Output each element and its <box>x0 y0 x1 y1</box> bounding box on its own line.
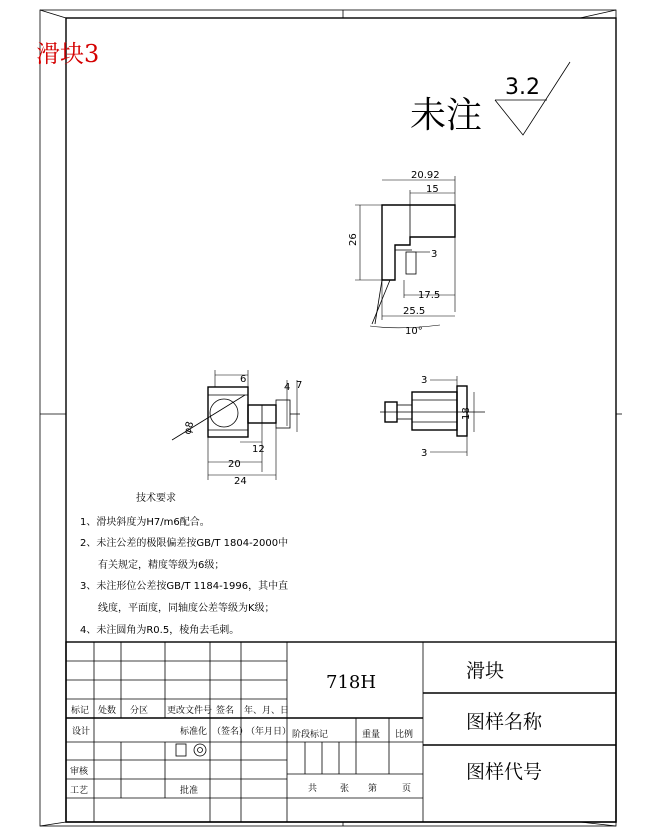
tb-approve: 批准 <box>180 786 199 796</box>
front-view <box>172 370 302 487</box>
tb-stage: 阶段标记 <box>292 730 329 740</box>
tech-line: 4、未注圆角为R0.5，棱角去毛刺。 <box>80 625 240 636</box>
dim-label: 7 <box>296 380 303 391</box>
corner-label: 滑块3 <box>36 40 100 68</box>
tb-drawing-name: 图样名称 <box>466 711 543 733</box>
tb-header: 分区 <box>130 706 149 716</box>
border-ticks <box>40 10 622 826</box>
dim-label: 12 <box>252 444 265 455</box>
tb-stage: 重量 <box>362 730 381 740</box>
dim-label: 15 <box>426 184 439 195</box>
dim-label: 10° <box>405 326 423 337</box>
tb-material: 718H <box>326 672 377 693</box>
dim-label: 18 <box>461 407 472 420</box>
tb-process: 工艺 <box>70 786 89 796</box>
tb-sheets: 共 <box>308 784 318 794</box>
tb-sign: （签名） <box>212 727 249 737</box>
tech-line: 3、未注形位公差按GB/T 1184-1996，其中直 <box>80 581 289 592</box>
tb-header: 更改文件号 <box>167 706 213 716</box>
tb-standardize: 标准化 <box>180 727 208 737</box>
dim-label: 20.92 <box>411 170 440 181</box>
tb-header: 年、月、日 <box>244 706 290 716</box>
projection-symbol <box>176 744 206 756</box>
tech-line: 线度，平面度，同轴度公差等级为K级； <box>98 603 275 614</box>
roughness-symbol <box>410 62 570 136</box>
tech-line: 2、未注公差的极限偏差按GB/T 1804-2000中 <box>80 538 289 549</box>
tech-title: 技术要求 <box>136 493 176 504</box>
tech-requirements <box>80 491 288 636</box>
tb-sheets: 第 <box>368 784 378 794</box>
tb-drawing-code: 图样代号 <box>466 761 543 783</box>
tech-line: 有关规定，精度等级为6级； <box>98 560 225 571</box>
tb-header: 标记 <box>71 706 90 716</box>
tb-sheets: 页 <box>402 784 412 794</box>
dim-label: 24 <box>234 476 247 487</box>
outer-border <box>40 10 616 826</box>
dim-label: 3 <box>431 249 438 260</box>
tb-part-name: 滑块 <box>466 660 505 682</box>
title-block <box>66 642 616 822</box>
tb-design: 设计 <box>72 727 91 737</box>
dim-label: 17.5 <box>418 290 441 301</box>
dim-label: 25.5 <box>403 306 426 317</box>
tb-header: 处数 <box>98 706 117 716</box>
top-view <box>348 170 455 337</box>
tb-review: 审核 <box>70 767 89 777</box>
inner-frame <box>66 18 616 822</box>
tb-date: （年月日） <box>246 727 292 737</box>
tb-sheets: 张 <box>340 784 350 794</box>
roughness-value: 3.2 <box>505 75 540 100</box>
dim-label: 3 <box>421 375 428 386</box>
tb-stage: 比例 <box>395 730 414 740</box>
roughness-note: 未注 <box>410 95 483 136</box>
dim-label: 6 <box>240 374 247 385</box>
dim-label: 26 <box>348 233 359 246</box>
dim-label: 4 <box>284 382 291 393</box>
dim-label: φ8 <box>182 420 197 436</box>
dim-label: 3 <box>421 448 428 459</box>
dim-label: 20 <box>228 459 241 470</box>
tb-header: 签名 <box>216 706 235 716</box>
side-view <box>380 375 485 459</box>
tech-line: 1、滑块斜度为H7/m6配合。 <box>80 517 210 528</box>
